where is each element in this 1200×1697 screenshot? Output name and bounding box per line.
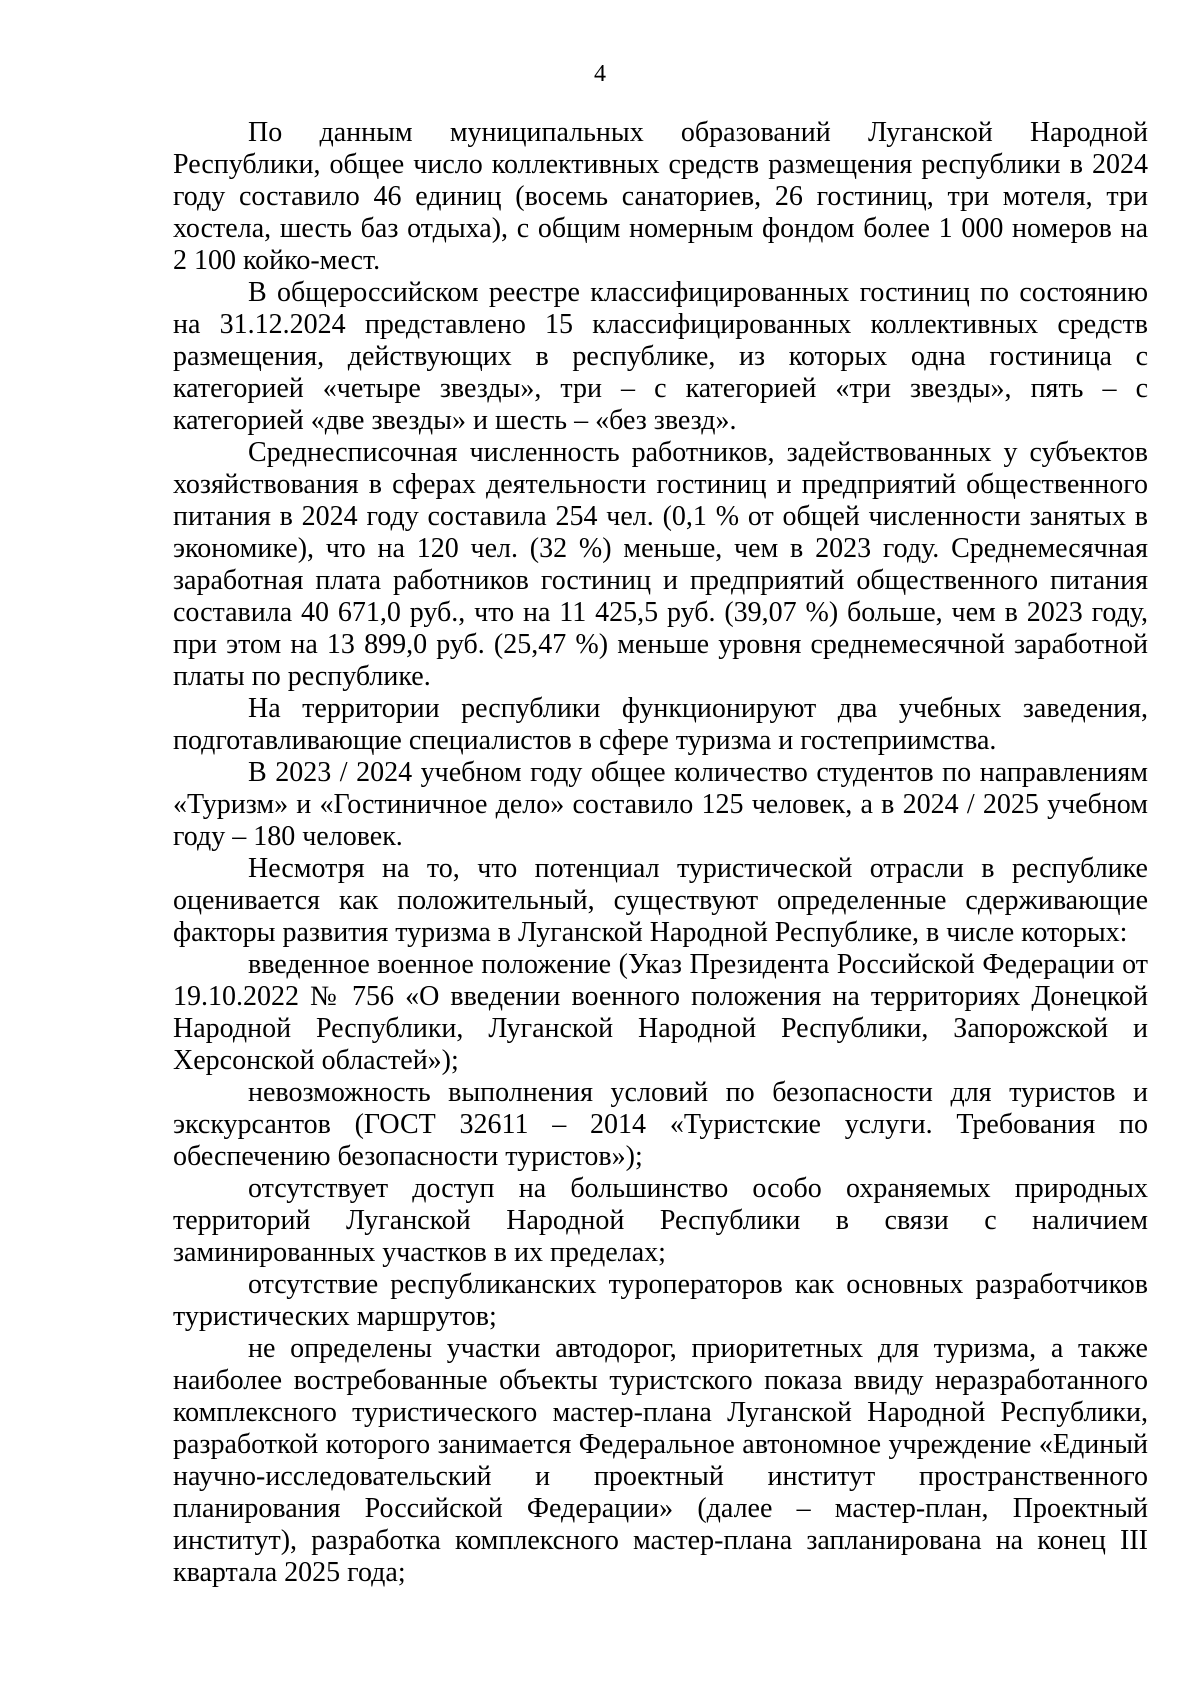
list-item-safety-conditions: невозможность выполнения условий по безопасности для туристов и экскурсантов (ГОСТ 32611 – 2014 «Туристские услуги. Требования по обеспечению безопасности туристов»); [173,1077,1148,1172]
paragraph-student-count: В 2023 / 2024 учебном году общее количество студентов по направлениям «Туризм» и «Гостиничное дело» составило 125 человек, а в 2024 / 2025 учебном году – 180 человек. [173,757,1148,852]
list-item-martial-law: введенное военное положение (Указ Президента Российской Федерации от 19.10.2022 № 756 «О введении военного положения на территориях Донецкой Народной Республики, Луганской Народной Республики, Запорожской и Херсонской областей»); [173,949,1148,1076]
paragraph-educational-institutions: На территории республики функционируют два учебных заведения, подготавливающие специалистов в сфере туризма и гостеприимства. [173,693,1148,756]
list-item-master-plan: не определены участки автодорог, приоритетных для туризма, а также наиболее востребованные объекты туристского показа ввиду неразработанного комплексного туристического мастер-плана Луганской Народной Республики, разработкой которого занимается Федеральное автономное учреждение «Единый научно-исследовательский и проектный институт пространственного планирования Российской Федерации» (далее – мастер-план, Проектный институт), разработка комплексного мастер-плана запланирована на конец III квартала 2025 года; [173,1333,1148,1588]
paragraph-employment-salary: Среднесписочная численность работников, задействованных у субъектов хозяйствования в сферах деятельности гостиниц и предприятий общественного питания в 2024 году составила 254 чел. (0,1 % от общей численности занятых в экономике), что на 120 чел. (32 %) меньше, чем в 2023 году. Среднемесячная заработная плата работников гостиниц и предприятий общественного питания составила 40 671,0 руб., что на 11 425,5 руб. (39,07 %) больше, чем в 2023 году, при этом на 13 899,0 руб. (25,47 %) меньше уровня среднемесячной заработной платы по республике. [173,437,1148,692]
paragraph-classified-hotels: В общероссийском реестре классифицированных гостиниц по состоянию на 31.12.2024 представлено 15 классифицированных коллективных средств размещения, действующих в республике, из которых одна гостиница с категорией «четыре звезды», три – с категорией «три звезды», пять – с категорией «две звезды» и шесть – «без звезд». [173,277,1148,436]
page-number: 4 [594,61,606,87]
paragraph-accommodation-count: По данным муниципальных образований Луганской Народной Республики, общее число коллективных средств размещения республики в 2024 году составило 46 единиц (восемь санаториев, 26 гостиниц, три мотеля, три хостела, шесть баз отдыха), с общим номерным фондом более 1 000 номеров на 2 100 койко-мест. [173,117,1148,276]
list-item-protected-areas: отсутствует доступ на большинство особо охраняемых природных территорий Луганской Народной Республики в связи с наличием заминированных участков в их пределах; [173,1173,1148,1268]
list-item-tour-operators: отсутствие республиканских туроператоров как основных разработчиков туристических маршрутов; [173,1269,1148,1332]
paragraph-constraining-factors: Несмотря на то, что потенциал туристической отрасли в республике оценивается как положительный, существуют определенные сдерживающие факторы развития туризма в Луганской Народной Республике, в числе которых: [173,853,1148,948]
document-body [173,117,1148,1589]
